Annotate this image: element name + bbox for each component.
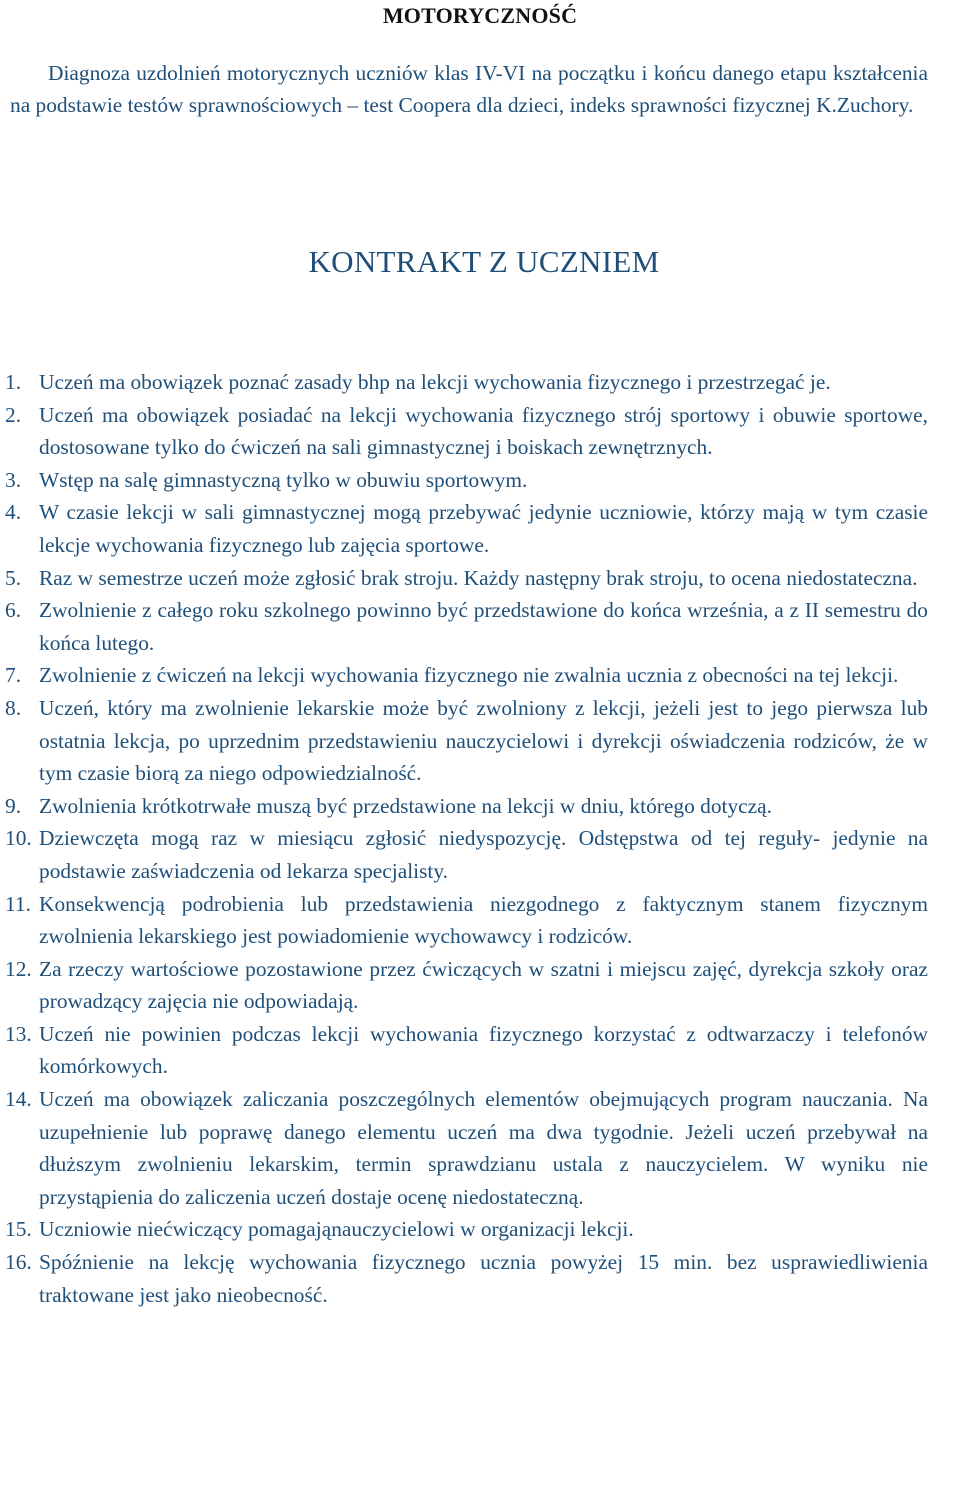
list-item	[0, 1018, 928, 1083]
rule-text: Za rzeczy wartościowe pozostawione przez ćwiczących w szatni i miejscu zajęć, dyrekcja szkoły oraz prowadzący zajęcia nie odpowiadają.	[39, 956, 928, 1014]
rule-text: Dziewczęta mogą raz w miesiącu zgłosić niedyspozycję. Odstępstwa od tej reguły- jedynie na podstawie zaświadczenia od lekarza specjalisty.	[39, 826, 928, 883]
rule-number: 9.	[5, 793, 22, 818]
list-item	[0, 822, 928, 887]
list-item	[0, 399, 928, 464]
rule-text: Uczeń ma obowiązek posiadać na lekcji wychowania fizycznego strój sportowy i obuwie sportowe, dostosowane tylko do ćwiczeń na sali gimnastycznej i boiskach zewnętrznych.	[39, 402, 928, 460]
list-item	[0, 659, 928, 692]
rule-text: Zwolnienie z całego roku szkolnego powinno być przedstawione do końca września, a z II semestru do końca lutego.	[39, 598, 928, 655]
rule-text: Zwolnienie z ćwiczeń na lekcji wychowania fizycznego nie zwalnia ucznia z obecności na tej lekcji.	[39, 663, 899, 688]
list-item	[0, 464, 928, 497]
list-item	[0, 888, 928, 953]
rule-number: 14.	[5, 1087, 32, 1112]
rule-number: 5.	[5, 565, 22, 590]
rule-number: 1.	[5, 370, 22, 394]
rule-text: Uczeń ma obowiązek poznać zasady bhp na lekcji wychowania fizycznego i przestrzegać je.	[39, 370, 831, 394]
rule-text: Uczeń, który ma zwolnienie lekarskie może być zwolniony z lekcji, jeżeli jest to jego pierwsza lub ostatnia lekcja, po uprzednim przedstawieniu nauczycielowi i dyrekcji oświadczenia rodziców, że w tym czasie biorą za niego odpowiedzialność.	[39, 695, 928, 786]
rule-text: Uczeń ma obowiązek zaliczania poszczególnych elementów obejmujących program nauczania. Na uzupełnienie lub poprawę danego elementu uczeń ma dwa tygodnie. Jeżeli uczeń przebywał na dłuższym zwolnieniu lekarskim, termin sprawdzianu ustala z nauczycielem. W wyniku nie przystąpienia do zaliczenia uczeń dostaje ocenę niedostateczną.	[39, 1087, 928, 1209]
rule-number: 7.	[5, 663, 22, 688]
rule-text: Zwolnienia krótkotrwałe muszą być przedstawione na lekcji w dniu, którego dotyczą.	[39, 793, 772, 818]
rule-number: 2.	[5, 402, 22, 427]
rule-text: Konsekwencją podrobienia lub przedstawienia niezgodnego z faktycznym stanem fizycznym zwolnienia lekarskiego jest powiadomienie wychowawcy i rodziców.	[39, 891, 928, 949]
rule-number: 6.	[5, 598, 22, 623]
rule-text: W czasie lekcji w sali gimnastycznej mogą przebywać jedynie uczniowie, którzy mają w tym czasie lekcje wychowania fizycznego lub zajęcia sportowe.	[39, 500, 928, 557]
rule-number: 12.	[5, 956, 32, 981]
list-item	[0, 594, 928, 659]
list-item	[0, 790, 928, 823]
rule-number: 13.	[5, 1021, 32, 1046]
list-item	[0, 366, 928, 399]
rules-list	[0, 366, 928, 1311]
rule-text: Uczniowie niećwiczący pomagająnauczycielowi w organizacji lekcji.	[39, 1217, 634, 1242]
list-item	[0, 496, 928, 561]
rule-text: Uczeń nie powinien podczas lekcji wychowania fizycznego korzystać z odtwarzaczy i telefonów komórkowych.	[39, 1021, 928, 1079]
list-item	[0, 1213, 928, 1246]
rule-number: 16.	[5, 1250, 32, 1275]
list-item	[0, 692, 928, 790]
rule-number: 4.	[5, 500, 22, 525]
rule-text: Raz w semestrze uczeń może zgłosić brak stroju. Każdy następny brak stroju, to ocena niedostateczna.	[39, 565, 918, 590]
list-item	[0, 1246, 928, 1311]
rule-text: Spóźnienie na lekcję wychowania fizycznego ucznia powyżej 15 min. bez usprawiedliwienia traktowane jest jako nieobecność.	[39, 1250, 928, 1307]
intro-paragraph: Diagnoza uzdolnień motorycznych uczniów klas IV-VI na początku i końcu danego etapu kształcenia na podstawie testów sprawnościowych – test Coopera dla dzieci, indeks sprawności fizycznej K.Zuchory.	[10, 61, 928, 117]
rule-number: 8.	[5, 695, 22, 720]
rule-number: 10.	[5, 826, 32, 851]
rule-number: 3.	[5, 467, 22, 492]
list-item	[0, 1083, 928, 1213]
rule-number: 11.	[5, 891, 31, 916]
list-item	[0, 953, 928, 1018]
rule-text: Wstęp na salę gimnastyczną tylko w obuwiu sportowym.	[39, 467, 528, 492]
contract-heading: KONTRAKT Z UCZNIEM	[308, 244, 660, 279]
rule-number: 15.	[5, 1217, 32, 1242]
list-item	[0, 562, 928, 595]
document-title: MOTORYCZNOŚĆ	[382, 3, 578, 28]
